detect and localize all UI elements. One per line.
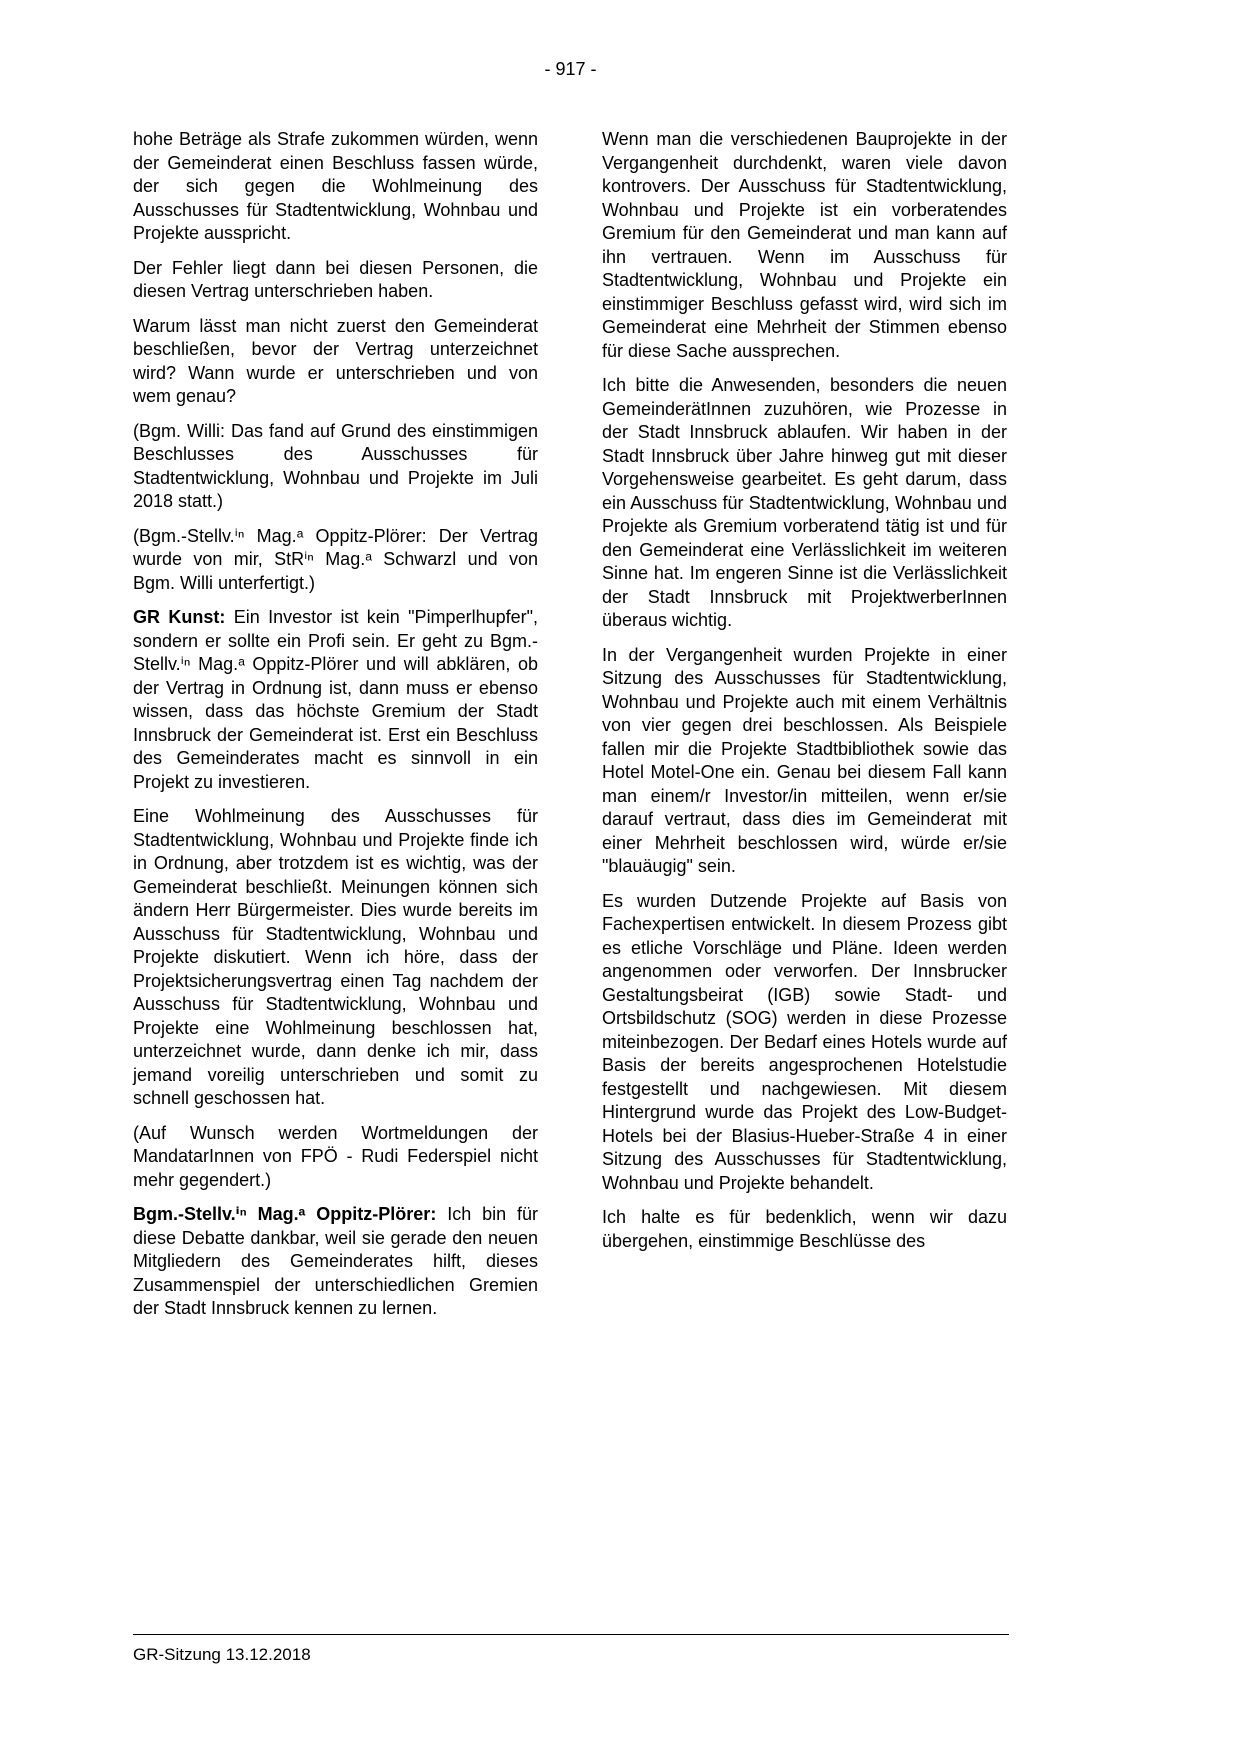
paragraph: Der Fehler liegt dann bei diesen Personen, die diesen Vertrag unterschrieben haben. bbox=[133, 257, 538, 301]
paragraph: GR Kunst: Ein Investor ist kein "Pimperlhupfer", sondern er sollte ein Profi sein. Er geht zu Bgm.-Stellv.ⁱⁿ Mag.ᵃ Oppitz-Plörer und will abklären, ob der Vertrag in Ordnung ist, dann muss er ebenso wissen, dass das höchste Gremium der Stadt Innsbruck der Gemeinderat ist. Erst ein Beschluss des Gemeinderates macht es sinnvoll in ein Projekt zu investieren. bbox=[133, 607, 538, 792]
paragraph: (Bgm.-Stellv.ⁱⁿ Mag.ᵃ Oppitz-Plörer: Der Vertrag wurde von mir, StRⁱⁿ Mag.ᵃ Schwarzl und von Bgm. Willi unterfertigt.) bbox=[133, 525, 538, 593]
footer-text: GR-Sitzung 13.12.2018 bbox=[133, 1645, 311, 1664]
paragraph: Eine Wohlmeinung des Ausschusses für Stadtentwicklung, Wohnbau und Projekte finde ich in Ordnung, aber trotzdem ist es wichtig, was der Gemeinderat beschließt. Meinungen können sich ändern Herr Bürgermeister. Dies wurde bereits im Ausschuss für Stadtentwicklung, Wohnbau und Projekte diskutiert. Wenn ich höre, dass der Projektsicherungsvertrag einen Tag nachdem der Ausschuss für Stadtentwicklung, Wohnbau und Projekte eine Wohlmeinung beschlossen hat, unterzeichnet wurde, dann denke ich mir, dass jemand voreilig unterschrieben und somit zu schnell geschossen hat. bbox=[133, 806, 538, 1108]
paragraph: Ich halte es für bedenklich, wenn wir dazu übergehen, einstimmige Beschlüsse des bbox=[602, 1207, 1007, 1251]
paragraph: Warum lässt man nicht zuerst den Gemeinderat beschließen, bevor der Vertrag unterzeichnet wird? Wann wurde er unterschrieben und von wem genau? bbox=[133, 315, 538, 406]
paragraph: Bgm.-Stellv.ⁱⁿ Mag.ᵃ Oppitz-Plörer: Ich bin für diese Debatte dankbar, weil sie gerade den neuen Mitgliedern des Gemeinderates hilft, dieses Zusammenspiel der unterschiedlichen Gremien der Stadt Innsbruck kennen zu lernen. bbox=[133, 1204, 538, 1318]
paragraph: Ich bitte die Anwesenden, besonders die neuen GemeinderätInnen zuzuhören, wie Prozesse in der Stadt Innsbruck ablaufen. Wir haben in der Stadt Innsbruck über Jahre hinweg gut mit dieser Vorgehensweise gearbeitet. Es geht darum, dass ein Ausschuss für Stadtentwicklung, Wohnbau und Projekte als Gremium vorberatend tätig ist und für den Gemeinderat eine Verlässlichkeit im weiteren Sinne hat. Im engeren Sinne ist die Verlässlichkeit der Stadt Innsbruck mit ProjektwerberInnen überaus wichtig. bbox=[602, 375, 1007, 630]
paragraph: Es wurden Dutzende Projekte auf Basis von Fachexpertisen entwickelt. In diesem Prozess gibt es etliche Vorschläge und Pläne. Ideen werden angenommen oder verworfen. Der Innsbrucker Gestaltungsbeirat (IGB) sowie Stadt- und Ortsbildschutz (SOG) werden in diese Prozesse miteinbezogen. Der Bedarf eines Hotels wurde auf Basis der bereits angesprochenen Hotelstudie festgestellt und nachgewiesen. Mit diesem Hintergrund wurde das Projekt des Low-Budget-Hotels bei der Blasius-Hueber-Straße 4 in einer Sitzung des Ausschusses für Stadtentwicklung, Wohnbau und Projekte behandelt. bbox=[602, 890, 1007, 1193]
right-column bbox=[602, 128, 1007, 1332]
paragraph: Wenn man die verschiedenen Bauprojekte in der Vergangenheit durchdenkt, waren viele davon kontrovers. Der Ausschuss für Stadtentwicklung, Wohnbau und Projekte ist ein vorberatendes Gremium für den Gemeinderat und man kann auf ihn vertrauen. Wenn im Ausschuss für Stadtentwicklung, Wohnbau und Projekte ein einstimmiger Beschluss gefasst wird, wird sich im Gemeinderat eine Mehrheit der Stimmen ebenso für diese Sache aussprechen. bbox=[602, 129, 1007, 361]
page-number: - 917 - bbox=[544, 59, 597, 79]
page-footer bbox=[133, 1634, 1009, 1665]
paragraph: In der Vergangenheit wurden Projekte in einer Sitzung des Ausschusses für Stadtentwicklung, Wohnbau und Projekte auch mit einem Verhältnis von vier gegen drei beschlossen. Als Beispiele fallen mir die Projekte Stadtbibliothek sowie das Hotel Motel-One ein. Genau bei diesem Fall kann man einem/r Investor/in mitteilen, wenn er/sie darauf vertraut, dass dies im Gemeinderat mit einer Mehrheit beschlossen wird, würde er/sie "blauäugig" sein. bbox=[602, 644, 1007, 876]
left-column bbox=[133, 128, 538, 1332]
footer-divider bbox=[133, 1634, 1009, 1635]
paragraph: hohe Beträge als Strafe zukommen würden, wenn der Gemeinderat einen Beschluss fassen würde, der sich gegen die Wohlmeinung des Ausschusses für Stadtentwicklung, Wohnbau und Projekte ausspricht. bbox=[133, 129, 538, 243]
paragraph: (Auf Wunsch werden Wortmeldungen der MandatarInnen von FPÖ - Rudi Federspiel nicht mehr gegendert.) bbox=[133, 1122, 538, 1190]
speaker-name: GR Kunst: bbox=[133, 607, 234, 627]
paragraph: (Bgm. Willi: Das fand auf Grund des einstimmigen Beschlusses des Ausschusses für Stadtentwicklung, Wohnbau und Projekte im Juli 2018 statt.) bbox=[133, 420, 538, 511]
page-content bbox=[133, 128, 1008, 1332]
speaker-name: Bgm.-Stellv.ⁱⁿ Mag.ᵃ Oppitz-Plörer: bbox=[133, 1204, 448, 1224]
